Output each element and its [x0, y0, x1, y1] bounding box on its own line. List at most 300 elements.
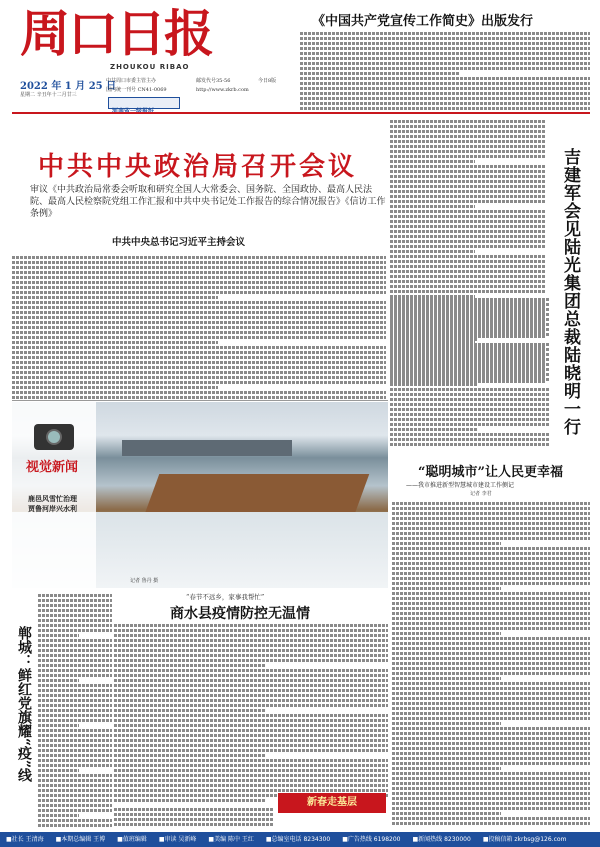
spring-banner [278, 793, 386, 813]
text-line [392, 737, 590, 741]
text-line [38, 734, 112, 738]
text-line [390, 323, 550, 327]
text-line [392, 672, 590, 676]
text-line [392, 677, 501, 681]
text-line [392, 732, 590, 736]
text-line [38, 664, 112, 668]
text-line [300, 82, 590, 86]
text-line [392, 502, 590, 506]
text-line [12, 321, 386, 325]
text-line [38, 699, 112, 703]
text-line [114, 679, 388, 683]
text-line [390, 120, 545, 124]
text-line [390, 413, 550, 417]
text-line [114, 719, 388, 723]
text-line [12, 266, 386, 270]
text-line [390, 155, 545, 159]
text-line [300, 77, 590, 81]
text-line [390, 220, 545, 224]
smart-city-text [392, 500, 590, 828]
text-line [12, 271, 386, 275]
epidemic-text [114, 622, 388, 802]
text-line [12, 376, 386, 380]
bottom-left-text [114, 806, 274, 828]
text-line [38, 739, 112, 743]
visual-news-badge: 视觉新闻 [26, 460, 79, 475]
text-line [114, 759, 388, 763]
text-line [390, 225, 545, 229]
text-line [392, 742, 590, 746]
text-line [38, 624, 112, 628]
text-line [38, 674, 112, 678]
text-line [114, 689, 388, 693]
text-line [392, 542, 501, 546]
text-line [390, 265, 545, 269]
main-sub: 中共中央总书记习近平主持会议 [112, 237, 246, 248]
text-line [390, 343, 550, 347]
text-line [390, 443, 550, 447]
footer-item: ■审读 吴新峰 [158, 836, 197, 843]
text-line [392, 722, 501, 726]
text-line [300, 32, 590, 36]
text-line [392, 507, 590, 511]
text-line [12, 366, 386, 370]
text-line [114, 649, 388, 653]
top-article-text [300, 30, 590, 110]
text-line [300, 62, 590, 66]
text-line [392, 772, 590, 776]
text-line [12, 381, 386, 385]
text-line [392, 802, 590, 806]
text-line [114, 624, 388, 628]
text-line [114, 813, 274, 817]
text-line [392, 822, 590, 826]
text-line [114, 694, 388, 698]
camera-icon [34, 424, 74, 450]
text-line [38, 619, 112, 623]
text-line [12, 356, 386, 360]
divider-1 [12, 400, 388, 401]
text-line [38, 669, 112, 673]
footer-item: ■广告热线 6198200 [342, 836, 401, 843]
text-line [12, 276, 386, 280]
text-line [300, 37, 590, 41]
text-line [38, 729, 112, 733]
side-story-text [390, 296, 550, 446]
publish-date: 2022 年 1 月 25 日 [20, 81, 117, 92]
text-line [392, 657, 590, 661]
text-line [390, 433, 550, 437]
text-line [12, 301, 386, 305]
text-line [392, 532, 590, 536]
pub-extra [196, 77, 316, 95]
text-line [392, 512, 590, 516]
text-line [300, 47, 590, 51]
text-line [114, 674, 388, 678]
main-article-text [12, 254, 386, 399]
footer-bar [0, 832, 600, 847]
text-line [12, 361, 386, 365]
text-line [114, 739, 388, 743]
text-line [390, 190, 545, 194]
text-line [114, 754, 265, 758]
text-line [114, 724, 388, 728]
text-line [392, 682, 590, 686]
text-line [114, 789, 388, 793]
text-line [392, 817, 590, 821]
left-vertical-title: 郸城：鲜红党旗耀“疫”线 [16, 626, 32, 783]
text-line [114, 639, 388, 643]
footer-item: ■社长 王清海 [6, 836, 44, 843]
text-line [114, 769, 388, 773]
text-line [12, 371, 386, 375]
text-line [392, 807, 590, 811]
text-line [390, 285, 545, 289]
text-line [300, 67, 590, 71]
text-line [390, 275, 545, 279]
text-line [392, 632, 501, 636]
text-line [392, 537, 590, 541]
text-line [390, 175, 545, 179]
photo-credit: 记者 鲁丹 摄 [130, 578, 159, 584]
text-line [390, 438, 550, 442]
text-line [390, 180, 545, 184]
text-line [390, 230, 545, 234]
text-line [38, 784, 112, 788]
text-line [392, 582, 590, 586]
text-line [12, 396, 386, 400]
text-line [390, 290, 545, 294]
text-line [38, 639, 112, 643]
text-line [392, 752, 590, 756]
text-line [390, 150, 545, 154]
text-line [12, 386, 218, 390]
text-line [300, 97, 590, 101]
text-line [38, 794, 112, 798]
masthead-title: 周口日报 [20, 4, 212, 63]
text-line [12, 291, 386, 295]
text-line [392, 762, 590, 766]
text-line [114, 664, 265, 668]
text-line [114, 734, 388, 738]
text-line [390, 205, 475, 209]
epidemic-headline: 商水县疫情防控无温情 [170, 606, 310, 622]
text-line [38, 684, 112, 688]
text-line [390, 418, 550, 422]
text-line [392, 517, 590, 521]
text-line [38, 779, 112, 783]
text-line [390, 185, 545, 189]
text-line [390, 303, 550, 307]
photo-dam [145, 474, 370, 514]
text-line [38, 799, 112, 803]
text-line [12, 346, 386, 350]
text-line [390, 378, 550, 382]
text-line [38, 749, 112, 753]
text-line [390, 140, 545, 144]
text-line [392, 667, 590, 671]
text-line [114, 779, 388, 783]
text-line [390, 338, 478, 342]
text-line [392, 622, 590, 626]
text-line [392, 547, 590, 551]
text-line [38, 744, 112, 748]
site-url[interactable]: http://www.zkrb.com [196, 87, 249, 93]
text-line [114, 699, 388, 703]
text-line [300, 102, 590, 106]
text-line [392, 572, 590, 576]
text-line [12, 341, 218, 345]
text-line [114, 654, 388, 658]
text-line [390, 255, 545, 259]
text-line [300, 72, 460, 76]
footer-item: ■总编室电话 8234300 [265, 836, 331, 843]
text-line [390, 135, 545, 139]
main-deck: 审议《中共政治局常委会听取和研究全国人大常委会、国务院、全国政协、最高人民法院、最高人民检察院党组工作汇报和中共中央书记处工作报告的综合情况报告》《信访工作条例》 [30, 185, 386, 219]
side-story-title: 吉建军会见陆光集团总裁陆晓明一行 [560, 148, 580, 436]
text-line [390, 298, 550, 302]
text-line [38, 634, 79, 638]
text-line [38, 694, 112, 698]
text-line [392, 627, 590, 631]
text-line [392, 787, 590, 791]
text-line [392, 587, 501, 591]
text-line [390, 348, 550, 352]
text-line [38, 814, 79, 818]
text-line [390, 388, 550, 392]
text-line [300, 57, 590, 61]
text-line [12, 316, 386, 320]
text-line [390, 260, 545, 264]
page-count: 今日8版 [258, 78, 277, 84]
top-headline: 《中国共产党宣传工作简史》出版发行 [312, 14, 534, 29]
text-line [114, 749, 388, 753]
text-line [392, 692, 590, 696]
text-line [38, 824, 112, 828]
text-line [300, 92, 590, 96]
text-line [392, 797, 590, 801]
text-line [38, 629, 112, 633]
text-line [392, 597, 590, 601]
text-line [392, 687, 590, 691]
text-line [390, 353, 550, 357]
photo-building [122, 440, 292, 456]
text-line [12, 391, 386, 395]
text-line [38, 679, 79, 683]
text-line [390, 200, 545, 204]
text-line [38, 789, 112, 793]
text-line [392, 522, 590, 526]
text-line [38, 594, 112, 598]
text-line [392, 637, 590, 641]
text-line [38, 644, 112, 648]
text-line [392, 757, 590, 761]
text-line [114, 669, 388, 673]
smart-city-sub: ——我市推进新型智慧城市建设工作侧记 [406, 482, 515, 489]
publisher: 中共周口市委主管主办 [106, 78, 157, 84]
text-line [390, 393, 550, 397]
text-line [392, 712, 590, 716]
masthead-pinyin: ZHOUKOU RIBAO [110, 63, 190, 71]
smart-city-byline: 记者 李君 [470, 491, 492, 497]
text-line [12, 261, 386, 265]
camera-lens [46, 429, 62, 445]
post-code: 邮发代号35-56 [196, 78, 231, 84]
text-line [390, 328, 550, 332]
text-line [38, 609, 112, 613]
text-line [390, 358, 550, 362]
text-line [38, 724, 79, 728]
text-line [392, 592, 590, 596]
photo-caption: 鹿邑风雪忙治理 贾鲁河岸兴水利 [28, 494, 77, 513]
text-line [114, 714, 388, 718]
text-line [390, 333, 550, 337]
text-line [12, 256, 386, 260]
footer-item: ■投稿信箱 zkrbsg@126.com [482, 836, 567, 843]
text-line [392, 812, 501, 816]
text-line [390, 165, 545, 169]
footer-item: ■值班编辑 [117, 836, 147, 843]
text-line [390, 215, 545, 219]
text-line [392, 557, 590, 561]
footer-item: ■本期总编辑 王博 [55, 836, 106, 843]
text-line [392, 602, 590, 606]
text-line [38, 704, 112, 708]
text-line [390, 398, 550, 402]
text-line [390, 235, 545, 239]
text-line [114, 744, 388, 748]
text-line [392, 617, 590, 621]
text-line [392, 647, 590, 651]
footer-item: ■新闻热线 8230000 [412, 836, 471, 843]
text-line [114, 704, 388, 708]
text-line [300, 107, 590, 111]
text-line [38, 819, 112, 823]
text-line [12, 311, 386, 315]
text-line [114, 684, 388, 688]
text-line [38, 804, 112, 808]
text-line [392, 567, 590, 571]
text-line [390, 318, 550, 322]
text-line [12, 306, 386, 310]
text-line [390, 240, 545, 244]
text-line [392, 607, 590, 611]
text-line [300, 87, 590, 91]
text-line [390, 245, 545, 249]
text-line [390, 270, 545, 274]
text-line [392, 527, 590, 531]
text-line [390, 383, 478, 387]
text-line [392, 662, 590, 666]
text-line [12, 336, 386, 340]
text-line [392, 747, 590, 751]
text-line [38, 769, 79, 773]
text-line [12, 286, 386, 290]
text-line [12, 296, 218, 300]
cn-number: 国内统一刊号 CN41-0069 [106, 87, 167, 93]
text-line [38, 754, 112, 758]
text-line [114, 729, 388, 733]
text-line [390, 363, 550, 367]
text-line [392, 702, 590, 706]
text-line [114, 644, 388, 648]
text-line [392, 642, 590, 646]
text-line [12, 351, 386, 355]
text-line [390, 145, 545, 149]
text-line [390, 210, 545, 214]
text-line [392, 562, 590, 566]
text-line [114, 784, 388, 788]
text-line [38, 759, 112, 763]
smart-city-headline: “聪明城市”让人民更幸福 [418, 465, 563, 480]
text-line [38, 764, 112, 768]
text-line [114, 659, 388, 663]
text-line [392, 792, 590, 796]
text-line [38, 659, 112, 663]
text-line [390, 428, 478, 432]
text-line [38, 614, 112, 618]
text-line [12, 331, 386, 335]
text-line [392, 782, 590, 786]
text-line [114, 634, 388, 638]
text-line [114, 709, 265, 713]
text-line [390, 130, 545, 134]
text-line [392, 767, 501, 771]
text-line [114, 808, 274, 812]
text-line [390, 308, 550, 312]
visual-news-box [12, 402, 96, 588]
text-line [114, 799, 265, 803]
masthead-rule [12, 112, 590, 114]
text-line [300, 42, 590, 46]
text-line [392, 727, 590, 731]
text-line [38, 654, 112, 658]
text-line [38, 604, 112, 608]
text-line [390, 125, 545, 129]
text-line [392, 777, 590, 781]
text-line [38, 714, 112, 718]
text-line [38, 599, 112, 603]
text-line [38, 709, 112, 713]
text-line [390, 160, 475, 164]
text-line [114, 774, 388, 778]
text-line [392, 612, 590, 616]
issue-line: 星期二 辛丑年十二月廿三 [20, 92, 77, 98]
text-line [300, 52, 590, 56]
text-line [114, 823, 274, 827]
text-line [390, 368, 550, 372]
text-line [390, 170, 545, 174]
text-line [390, 195, 545, 199]
text-line [114, 818, 274, 822]
text-line [390, 408, 550, 412]
footer-item: ■美编 陈中 王红 [208, 836, 254, 843]
text-line [12, 281, 386, 285]
main-headline: 中共中央政治局召开会议 [38, 152, 358, 182]
epidemic-kicker: “春节不远乡，家事我帮忙” [186, 593, 265, 601]
text-line [390, 403, 550, 407]
text-line [392, 652, 590, 656]
text-line [38, 774, 112, 778]
text-line [114, 629, 388, 633]
left-story-text [38, 592, 112, 828]
text-line [390, 313, 550, 317]
text-line [38, 689, 112, 693]
text-line [392, 717, 590, 721]
text-line [390, 250, 475, 254]
text-line [114, 764, 388, 768]
text-line [392, 707, 590, 711]
